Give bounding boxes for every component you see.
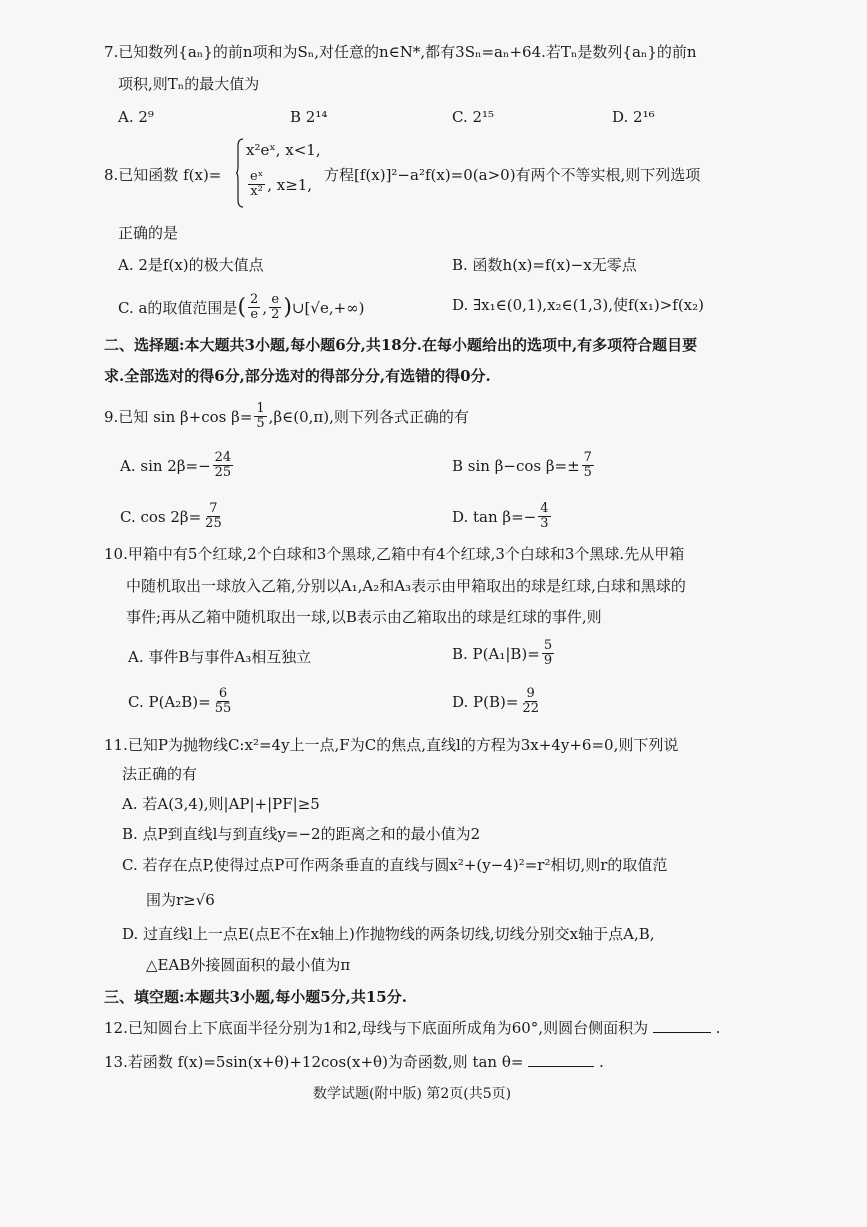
q9-option-b-num: 7: [583, 450, 592, 465]
q9-option-b: [452, 451, 596, 480]
q10-option-b-num: 5: [543, 638, 553, 653]
q9-option-a-text: A. sin 2β=−: [120, 456, 211, 475]
q10-option-c-num: 6: [218, 686, 228, 701]
q9-option-c-den: 25: [205, 516, 222, 531]
q8-option-b: B. 函数h(x)=f(x)−x无零点: [452, 256, 637, 274]
q10-line3: 事件;再从乙箱中随机取出一球,以B表示由乙箱取出的球是红球的事件,则: [126, 608, 602, 626]
q11-option-c-line1: C. 若存在点P,使得过点P可作两条垂直的直线与圆x²+(y−4)²=r²相切,则r的取值范: [122, 856, 668, 874]
q8-option-c-prefix: C. a的取值范围是: [118, 298, 238, 317]
q10-option-d-text: D. P(B)=: [452, 692, 519, 711]
q9-option-a-den: 25: [214, 465, 232, 480]
q10-line2: 中随机取出一球放入乙箱,分别以A₁,A₂和A₃表示由甲箱取出的球是红球,白球和黑球的: [126, 577, 686, 595]
q8-option-c-frac2-num: e: [271, 292, 280, 307]
q7-line2: 项积,则Tₙ的最大值为: [118, 75, 260, 93]
q8-option-c-frac2: [269, 293, 281, 322]
q10-line1: 10.甲箱中有5个红球,2个白球和3个黑球,乙箱中有4个红球,3个白球和3个黑球.先从甲箱: [104, 545, 685, 563]
q10-option-c-text: C. P(A₂B)=: [128, 692, 211, 711]
q10-option-d-den: 22: [522, 701, 539, 716]
q9-option-b-den: 5: [583, 465, 592, 480]
q10-option-b-den: 9: [543, 653, 553, 668]
page-footer: 数学试题(附中版) 第2页(共5页): [313, 1086, 512, 1102]
q9-option-c-text: C. cos 2β=: [120, 507, 202, 526]
q8-piece2-fraction: [248, 170, 265, 199]
section2-line1: 二、选择题:本大题共3小题,每小题6分,共18分.在每小题给出的选项中,有多项符合题目要: [104, 336, 698, 354]
q11-option-c-line2: 围为r≥√6: [146, 891, 215, 909]
q7-option-d: D. 2¹⁶: [612, 108, 655, 126]
q9-option-d-text: D. tan β=−: [452, 507, 537, 526]
q13: [104, 1051, 604, 1073]
q9-stem: [104, 402, 469, 431]
section3-line1: 三、填空题:本题共3小题,每小题5分,共15分.: [104, 988, 407, 1006]
q10-option-d: [452, 687, 543, 716]
q10-option-b: [452, 639, 556, 668]
q8-piece2-cond: , x≥1,: [267, 175, 313, 194]
q9-option-d-num: 4: [540, 501, 549, 516]
q9-fraction-num: 1: [256, 401, 265, 416]
q9-fraction-den: 5: [256, 416, 265, 431]
q13-end: .: [599, 1053, 604, 1071]
q9-option-d: [452, 502, 553, 531]
q8-line2: 正确的是: [118, 224, 179, 242]
q9-option-d-den: 3: [540, 516, 549, 531]
q7-line1: 7.已知数列{aₙ}的前n项和为Sₙ,对任意的n∈N*,都有3Sₙ=aₙ+64.若Tₙ是数列{aₙ}的前n: [104, 43, 697, 61]
q12: [104, 1017, 720, 1039]
q9-option-a-num: 24: [214, 450, 232, 465]
q11-line2: 法正确的有: [122, 765, 198, 783]
q12-answer-blank[interactable]: [653, 1018, 711, 1033]
q8-option-c-frac2-den: 2: [271, 307, 280, 322]
q8-piece2: [246, 170, 312, 199]
q7-option-a: A. 2⁹: [118, 108, 154, 126]
q13-text: 13.若函数 f(x)=5sin(x+θ)+12cos(x+θ)为奇函数,则 tan θ=: [104, 1053, 524, 1071]
q8-option-a: A. 2是f(x)的极大值点: [118, 256, 264, 274]
q9-option-b-text: B sin β−cos β=±: [452, 456, 580, 475]
q7-option-b: B 2¹⁴: [290, 108, 328, 126]
q7-option-c: C. 2¹⁵: [452, 108, 495, 126]
q10-option-c-den: 55: [214, 701, 232, 716]
q8-option-c-frac1-den: e: [250, 307, 259, 322]
q11-option-d-line1: D. 过直线l上一点E(点E不在x轴上)作抛物线的两条切线,切线分别交x轴于点A,B,: [122, 925, 655, 943]
q10-option-d-num: 9: [526, 686, 535, 701]
q8-suffix: 方程[f(x)]²−a²f(x)=0(a>0)有两个不等实根,则下列选项: [324, 166, 701, 184]
q8-option-c-suffix: ∪[√e,+∞): [291, 298, 365, 317]
q9-option-c: [120, 502, 226, 531]
section2-line2: 求.全部选对的得6分,部分选对的得部分分,有选错的得0分.: [104, 367, 491, 385]
q9-suffix: ,β∈(0,π),则下列各式正确的有: [268, 407, 469, 426]
q12-text: 12.已知圆台上下底面半径分别为1和2,母线与下底面所成角为60°,则圆台侧面积为: [104, 1019, 649, 1037]
q8-option-c: C. a的取值范围是 ( $\frac{2}{e}$ , $\frac{e}{2}$ ) ∪[√e,+∞): [118, 292, 365, 322]
q8-option-c-frac1-num: 2: [250, 292, 259, 307]
q8-piece2-den: x²: [250, 184, 263, 199]
q10-option-a: A. 事件B与事件A₃相互独立: [128, 648, 312, 666]
q13-answer-blank[interactable]: [528, 1052, 594, 1067]
q9-option-a: [120, 451, 235, 480]
q10-option-b-text: B. P(A₁|B)=: [452, 644, 540, 663]
q8-piece1: x²eˣ, x<1,: [246, 141, 321, 159]
q8-piece2-num: eˣ: [250, 169, 264, 184]
q9-fraction: [254, 402, 266, 431]
q11-option-d-line2: △EAB外接圆面积的最小值为π: [146, 956, 351, 974]
q8-prefix: 8.已知函数 f(x)=: [104, 166, 222, 184]
q10-option-c: [128, 687, 235, 716]
q8-option-d: D. ∃x₁∈(0,1),x₂∈(1,3),使f(x₁)>f(x₂): [452, 296, 704, 314]
q8-option-c-frac1: [248, 293, 260, 322]
q11-line1: 11.已知P为抛物线C:x²=4y上一点,F为C的焦点,直线l的方程为3x+4y+6=0,则下列说: [104, 736, 679, 754]
q8-piecewise-brace: [236, 138, 244, 208]
q11-option-a: A. 若A(3,4),则|AP|+|PF|≥5: [122, 795, 320, 813]
q11-option-b: B. 点P到直线l与到直线y=−2的距离之和的最小值为2: [122, 825, 481, 843]
q9-option-c-num: 7: [209, 501, 218, 516]
q9-prefix: 9.已知 sin β+cos β=: [104, 407, 253, 426]
q12-end: .: [715, 1019, 721, 1037]
